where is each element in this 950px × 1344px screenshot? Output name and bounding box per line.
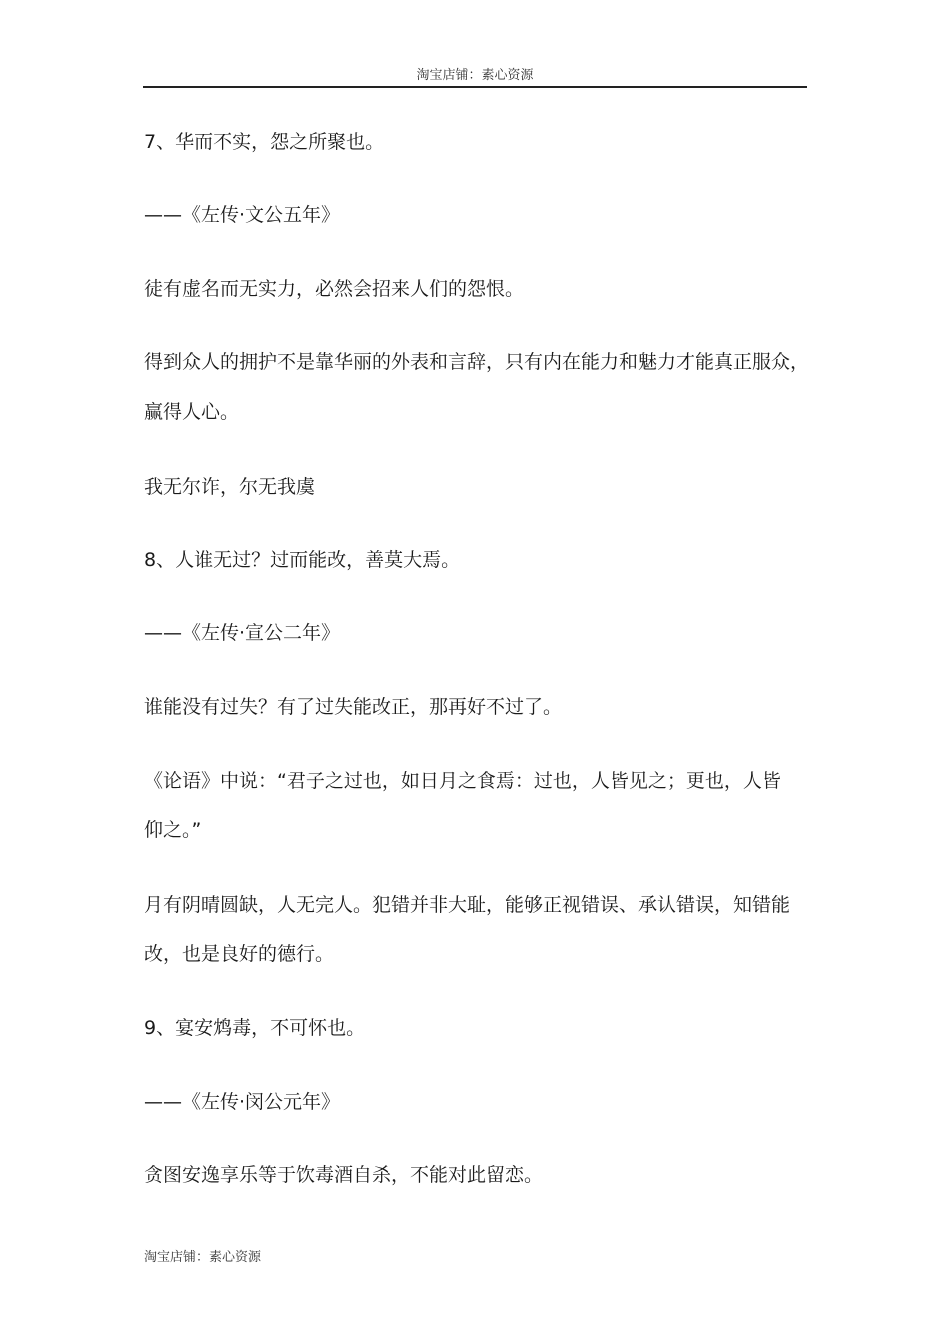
page-header: 淘宝店铺：素心资源 xyxy=(143,66,807,88)
text-line: 徒有虚名而无实力，必然会招来人们的怨恨。 xyxy=(144,278,525,300)
source-citation: ——《左传·宣公二年》 xyxy=(144,622,341,644)
text-line: 8、人谁无过？过而能改，善莫大焉。 xyxy=(144,549,461,571)
text-line: 仰之。” xyxy=(144,819,202,841)
text-line: 赢得人心。 xyxy=(144,401,240,423)
text-line: 改，也是良好的德行。 xyxy=(144,943,335,965)
text-line: 月有阴晴圆缺，人无完人。犯错并非大耻，能够正视错误、承认错误，知错能 xyxy=(144,894,791,916)
text-line: 得到众人的拥护不是靠华丽的外表和言辞，只有内在能力和魅力才能真正服众， xyxy=(144,351,810,373)
text-line: 谁能没有过失？有了过失能改正，那再好不过了。 xyxy=(144,696,563,718)
source-citation: ——《左传·闵公元年》 xyxy=(144,1091,341,1113)
text-line: 我无尔诈，尔无我虞 xyxy=(144,476,316,498)
text-line: 贪图安逸享乐等于饮毒酒自杀，不能对此留恋。 xyxy=(144,1164,544,1186)
text-line: 7、华而不实，怨之所聚也。 xyxy=(144,131,385,153)
source-citation: ——《左传·文公五年》 xyxy=(144,204,341,226)
text-line: 《论语》中说：“君子之过也，如日月之食焉：过也，人皆见之；更也，人皆 xyxy=(144,770,781,792)
text-line: 9、宴安鸩毒，不可怀也。 xyxy=(144,1017,366,1039)
page-footer: 淘宝店铺：素心资源 xyxy=(144,1250,262,1265)
